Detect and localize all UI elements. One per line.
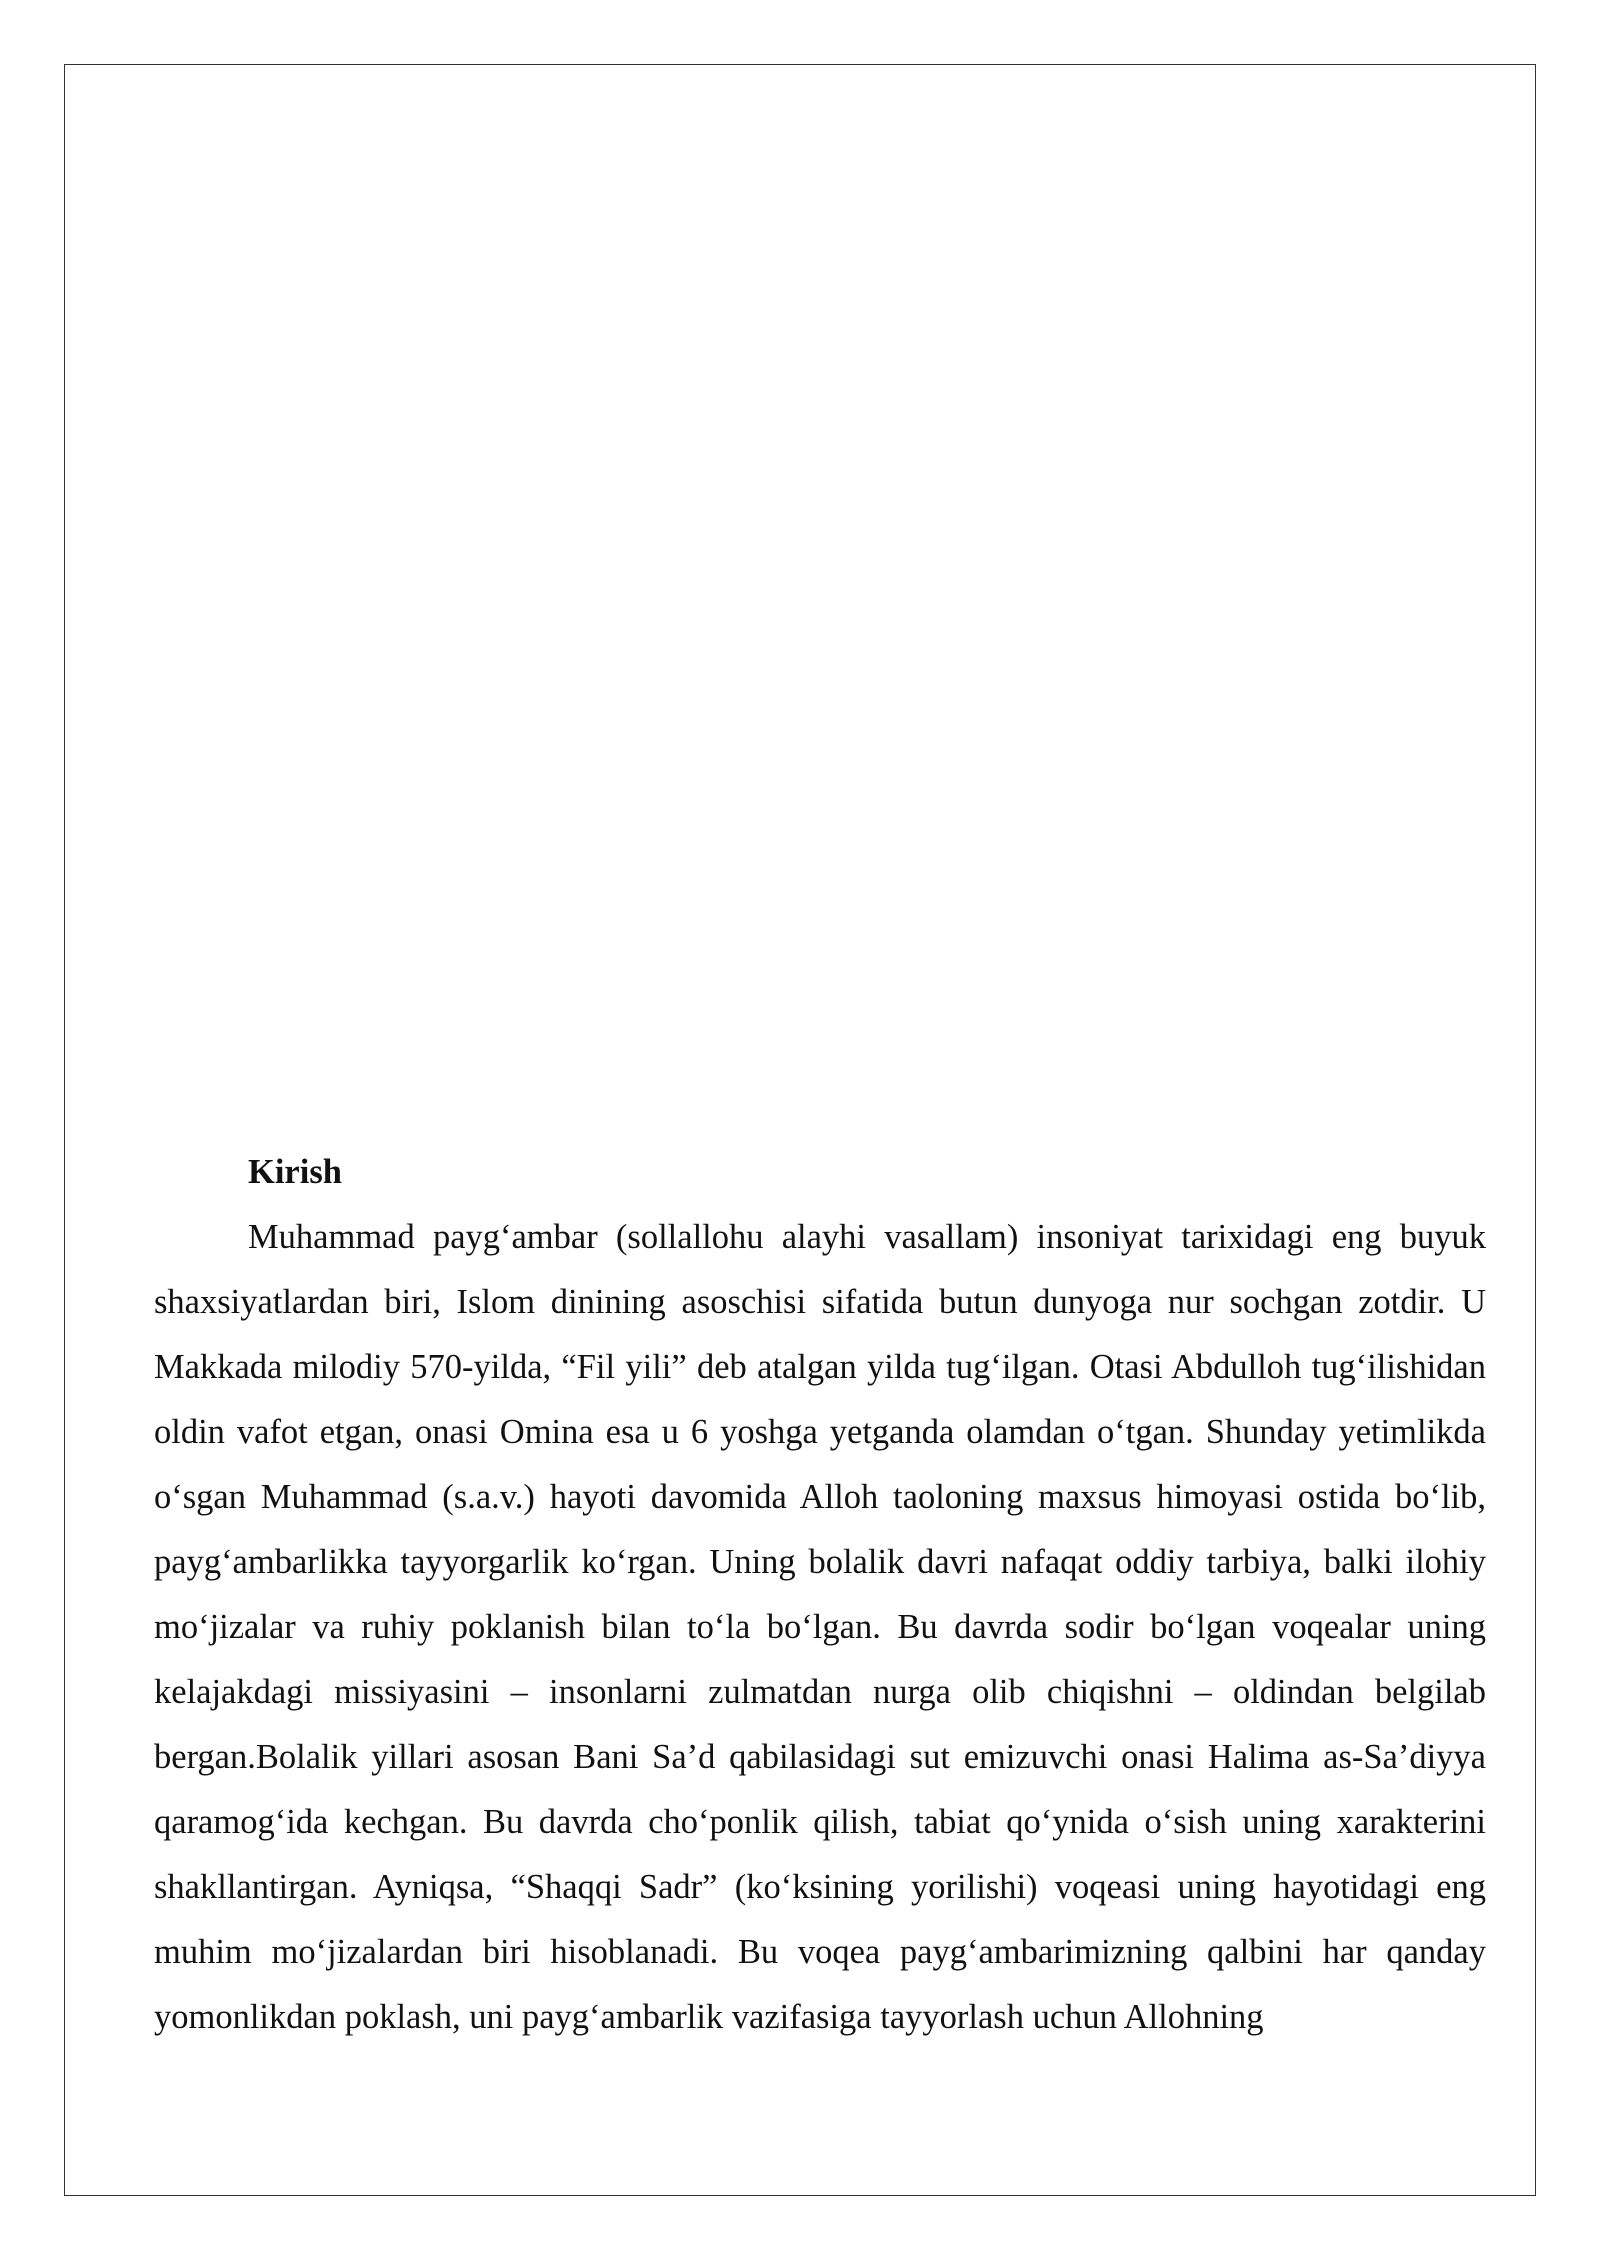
document-body xyxy=(154,1140,1486,2050)
section-heading: Kirish xyxy=(248,1153,342,1191)
intro-paragraph: Muhammad payg‘ambar (sollallohu alayhi vasallam) insoniyat tarixidagi eng buyuk shaxsiyatlardan biri, Islom dinining asoschisi sifatida butun dunyoga nur sochgan zotdir. U Makkada milodiy 570-yilda, “Fil yili” deb atalgan yilda tug‘ilgan. Otasi Abdulloh tug‘ilishidan oldin vafot etgan, onasi Omina esa u 6 yoshga yetganda olamdan o‘tgan. Shunday yetimlikda o‘sgan Muhammad (s.a.v.) hayoti davomida Alloh taoloning maxsus himoyasi ostida bo‘lib, payg‘ambarlikka tayyorgarlik ko‘rgan. Uning bolalik davri nafaqat oddiy tarbiya, balki ilohiy mo‘jizalar va ruhiy poklanish bilan to‘la bo‘lgan. Bu davrda sodir bo‘lgan voqealar uning kelajakdagi missiyasini – insonlarni zulmatdan nurga olib chiqishni – oldindan belgilab bergan.Bolalik yillari asosan Bani Sa’d qabilasidagi sut emizuvchi onasi Halima as-Sa’diyya qaramog‘ida kechgan. Bu davrda cho‘ponlik qilish, tabiat qo‘ynida o‘sish uning xarakterini shakllantirgan. Ayniqsa, “Shaqqi Sadr” (ko‘ksining yorilishi) voqeasi uning hayotidagi eng muhim mo‘jizalardan biri hisoblanadi. Bu voqea payg‘ambarimizning qalbini har qanday yomonlikdan poklash, uni payg‘ambarlik vazifasiga tayyorlash uchun Allohning xyxy=(154,1218,1486,2036)
